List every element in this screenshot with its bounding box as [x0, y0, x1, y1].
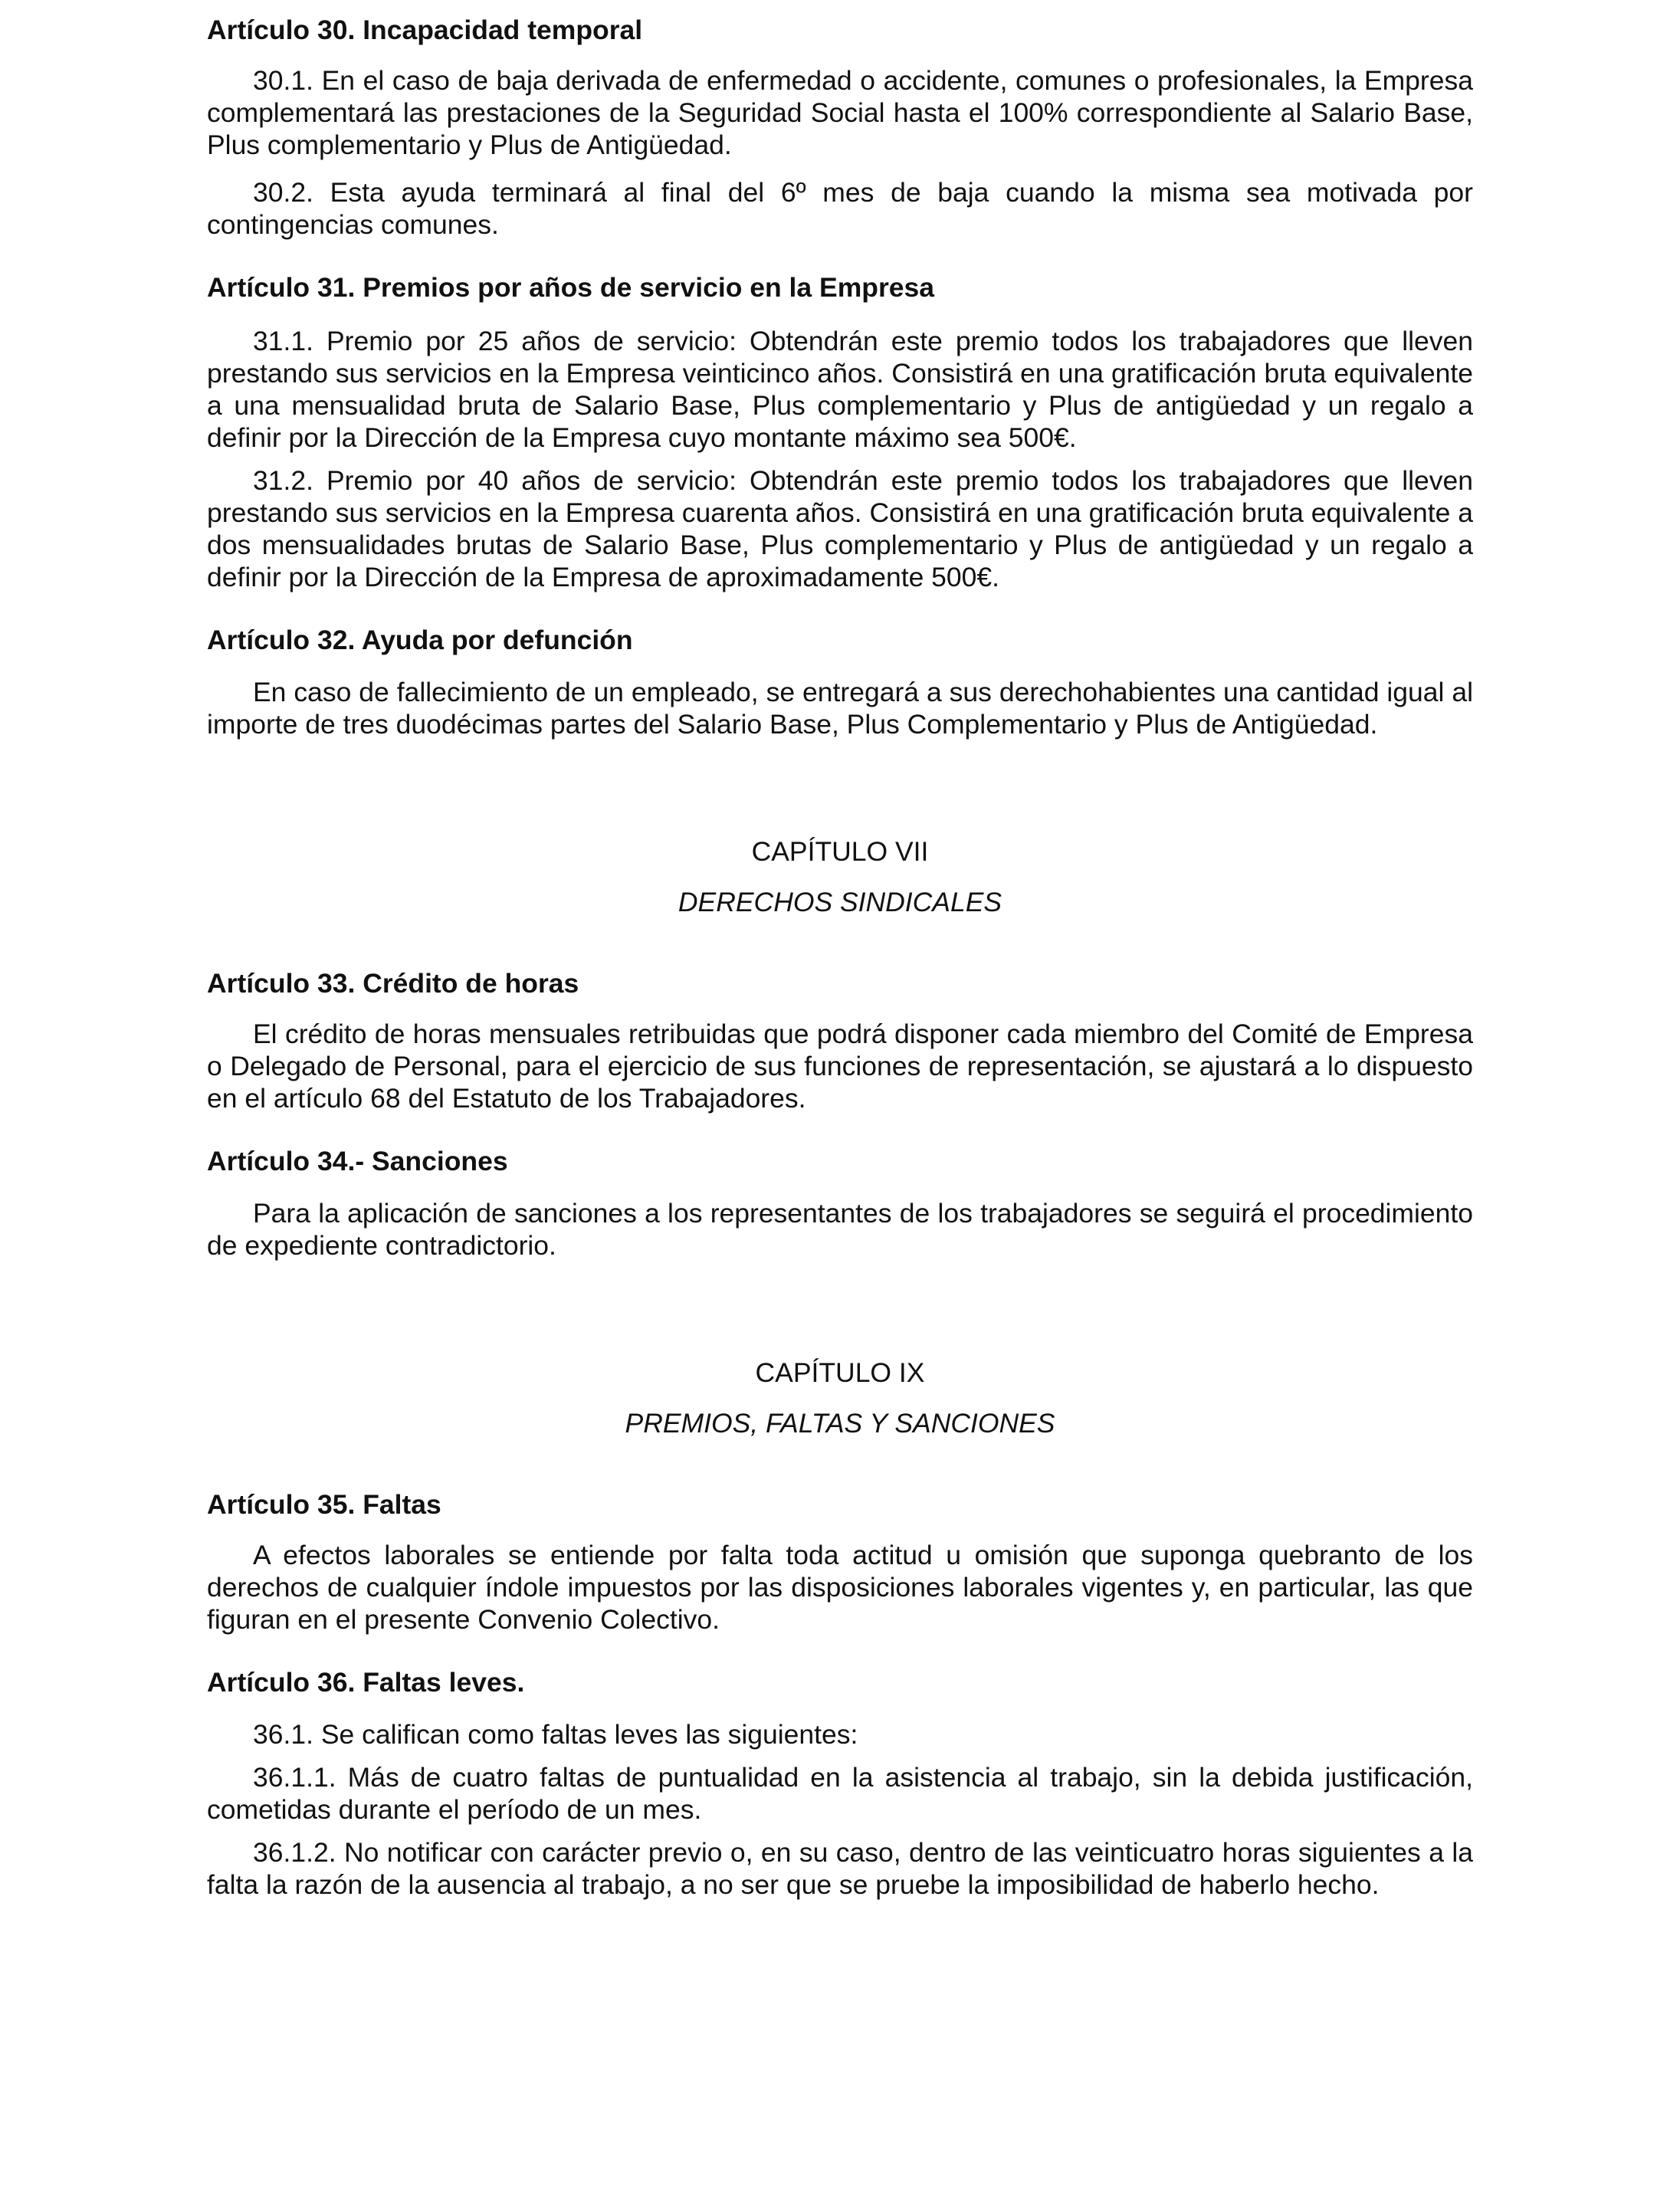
article-36-paragraph-1: 36.1. Se califican como faltas leves las siguientes: [253, 1719, 858, 1750]
article-31-paragraph-2: 31.2. Premio por 40 años de servicio: Obtendrán este premio todos los trabajadores que lleven prestando sus servicios en la Empresa cuarenta años. Consistirá en una gratificación bruta equivalente a dos mensualidades brutas de Salario Base, Plus complementario y Plus de antigüedad y un regalo a definir por la Dirección de la Empresa de aproximadamente 500€. [207, 465, 1473, 592]
article-32-heading: Artículo 32. Ayuda por defunción [207, 625, 633, 655]
article-30-paragraph-2: 30.2. Esta ayuda terminará al final del 6º mes de baja cuando la misma sea motivada por contingencias comunes. [207, 177, 1473, 240]
article-30-heading: Artículo 30. Incapacidad temporal [207, 15, 643, 45]
chapter-7-label: CAPÍTULO VII [751, 836, 929, 867]
article-32-paragraph-1: En caso de fallecimiento de un empleado, se entregará a sus derechohabientes una cantidad igual al importe de tres duodécimas partes del Salario Base, Plus Complementario y Plus de Antigüedad. [207, 677, 1473, 740]
article-34-heading: Artículo 34.- Sanciones [207, 1146, 508, 1176]
article-36-heading: Artículo 36. Faltas leves. [207, 1667, 525, 1698]
article-33-paragraph-1: El crédito de horas mensuales retribuidas que podrá disponer cada miembro del Comité de Empresa o Delegado de Personal, para el ejercicio de sus funciones de representación, se ajustará a lo dispuesto en el artículo 68 del Estatuto de los Trabajadores. [207, 1019, 1473, 1114]
chapter-9-label: CAPÍTULO IX [755, 1357, 925, 1388]
article-31-heading: Artículo 31. Premios por años de servicio en la Empresa [207, 272, 935, 303]
article-35-heading: Artículo 35. Faltas [207, 1489, 441, 1520]
article-35-paragraph-1: A efectos laborales se entiende por falta toda actitud u omisión que suponga quebranto de los derechos de cualquier índole impuestos por las disposiciones laborales vigentes y, en particular, las que figuran en el presente Convenio Colectivo. [207, 1540, 1473, 1635]
chapter-9-subtitle: PREMIOS, FALTAS Y SANCIONES [625, 1408, 1055, 1439]
article-34-paragraph-1: Para la aplicación de sanciones a los representantes de los trabajadores se seguirá el procedimiento de expediente contradictorio. [207, 1198, 1473, 1261]
chapter-7-subtitle: DERECHOS SINDICALES [678, 887, 1002, 917]
article-31-paragraph-1: 31.1. Premio por 25 años de servicio: Obtendrán este premio todos los trabajadores que lleven prestando sus servicios en la Empresa veinticinco años. Consistirá en una gratificación bruta equivalente a una mensualidad bruta de Salario Base, Plus complementario y Plus de antigüedad y un regalo a definir por la Dirección de la Empresa cuyo montante máximo sea 500€. [207, 326, 1473, 453]
article-33-heading: Artículo 33. Crédito de horas [207, 968, 579, 999]
document-page [207, 0, 1473, 1901]
article-30-paragraph-1: 30.1. En el caso de baja derivada de enfermedad o accidente, comunes o profesionales, la Empresa complementará las prestaciones de la Seguridad Social hasta el 100% correspondiente al Salario Base, Plus complementario y Plus de Antigüedad. [207, 65, 1473, 160]
article-36-paragraph-2: 36.1.1. Más de cuatro faltas de puntualidad en la asistencia al trabajo, sin la debida justificación, cometidas durante el período de un mes. [207, 1762, 1473, 1825]
article-36-paragraph-3: 36.1.2. No notificar con carácter previo o, en su caso, dentro de las veinticuatro horas siguientes a la falta la razón de la ausencia al trabajo, a no ser que se pruebe la imposibilidad de haberlo hecho. [207, 1837, 1473, 1900]
